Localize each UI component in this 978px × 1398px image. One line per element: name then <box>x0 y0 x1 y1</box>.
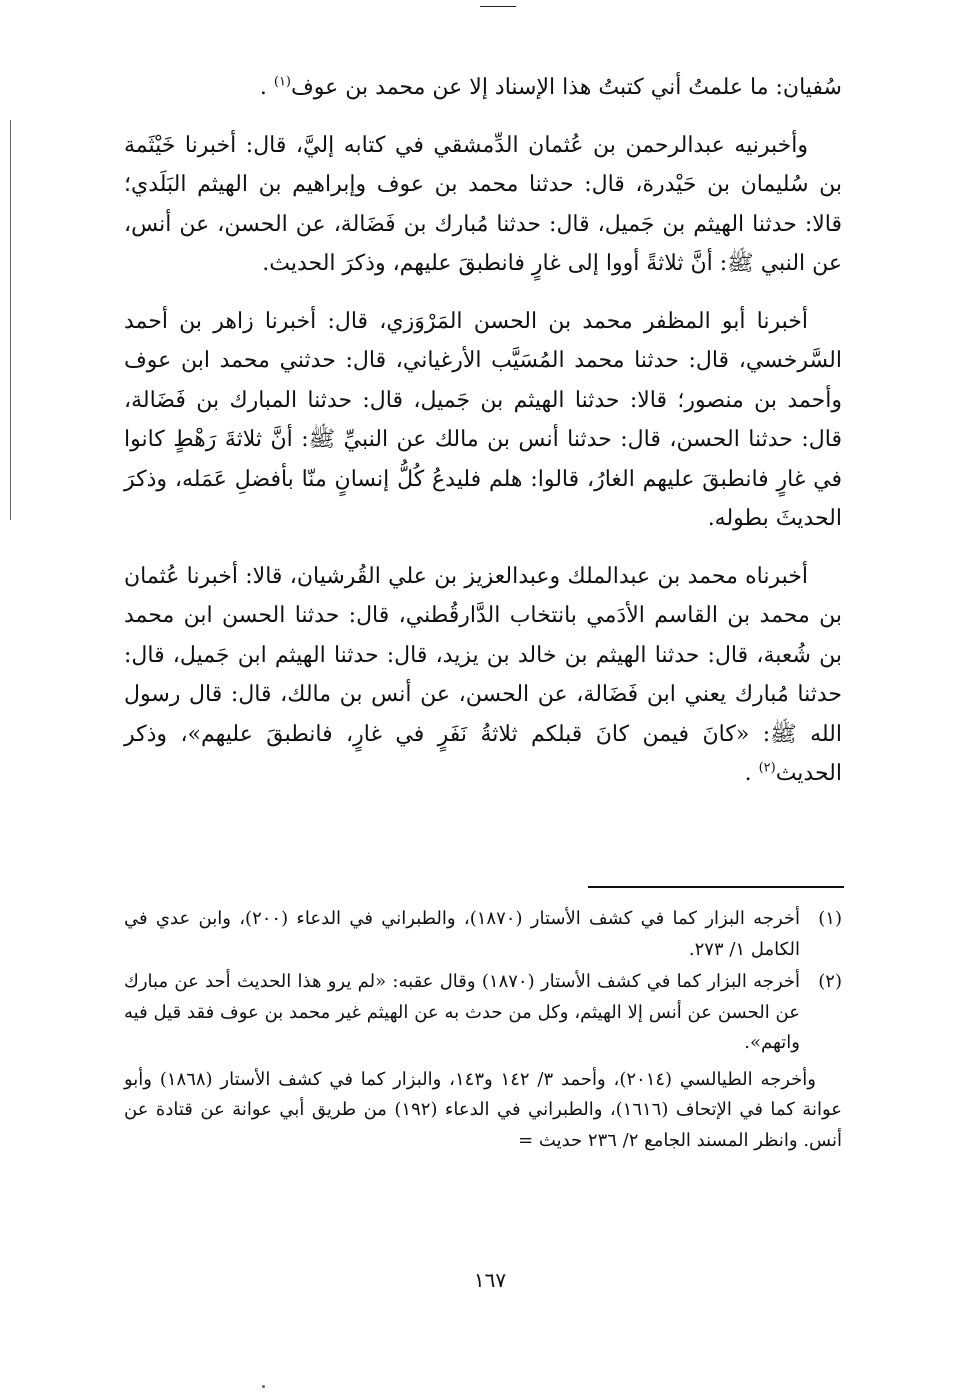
footnote-2 <box>124 967 842 1059</box>
paragraph-1-text: سُفيان: ما علمتُ أني كتبتُ هذا الإسناد إلا عن محمد بن عوف <box>291 75 842 100</box>
footnote-ref-1: (١) <box>273 74 291 90</box>
footnote-1-number: (١) <box>818 908 842 929</box>
footnote-2-number: (٢) <box>818 971 842 992</box>
main-text <box>124 68 842 812</box>
paragraph-3: أخبرنا أبو المظفر محمد بن الحسن المَرْوَزي، قال: أخبرنا زاهر بن أحمد السَّرخسي، قال: حدثنا محمد المُسَيَّب الأرغياني، قال: حدثني محمد ابن عوف وأحمد بن منصور؛ قالا: حدثنا الهيثم بن جَميل، قال: حدثنا المبارك بن فَضَالة، قال: حدثنا الحسن، قال: حدثنا أنس بن مالك عن النبيِّ ﷺ: أنَّ ثلاثةَ رَهْطٍ كانوا في غارٍ فانطبقَ عليهم الغارُ، قالوا: هلم فليدعُ كُلُّ إنسانٍ منّا بأفضلِ عَمَله، وذكرَ الحديثَ بطوله. <box>124 308 842 531</box>
footnote-1 <box>124 904 842 965</box>
footnote-separator <box>588 886 844 888</box>
top-edge-mark <box>480 6 516 7</box>
page-number: ١٦٧ <box>473 1268 507 1292</box>
paragraph-1-end: . <box>259 75 274 100</box>
scan-speck <box>262 1385 265 1388</box>
paragraph-1 <box>124 68 842 108</box>
paragraph-2: وأخبرنيه عبدالرحمن بن عُثمان الدِّمشقي في كتابه إليَّ، قال: أخبرنا خَيْثَمة بن سُليمان بن حَيْدرة، قال: حدثنا محمد بن عوف وإبراهيم بن الهيثم البَلَدي؛ قالا: حدثنا الهيثم بن جَميل، قال: حدثنا مُبارك بن فَضَالة، عن الحسن، عن أنس، عن النبي ﷺ: أنَّ ثلاثةً أووا إلى غارٍ فانطبقَ عليهم، وذكرَ الحديث. <box>124 132 842 276</box>
paragraph-4-text: أخبرناه محمد بن عبدالملك وعبدالعزيز بن علي القُرشيان، قالا: أخبرنا عُثمان بن محمد بن القاسم الأدَمي بانتخاب الدَّارقُطني، قال: حدثنا الحسن ابن محمد بن شُعبة، قال: حدثنا الهيثم بن خالد بن يزيد، قال: حدثنا الهيثم ابن جَميل، قال: حدثنا مُبارك يعني ابن فَضَالة، عن الحسن، عن أنس بن مالك، قال: قال رسول الله ﷺ: «كانَ فيمن كانَ قبلكم ثلاثةُ نَفَرٍ في غارٍ، فانطبقَ عليهم»، وذكر الحديث <box>124 563 842 786</box>
footnote-ref-2: (٢) <box>758 760 776 776</box>
scan-margin-line <box>10 120 11 520</box>
paragraph-4 <box>124 557 842 794</box>
footnote-2-text: أخرجه البزار كما في كشف الأستار (١٨٧٠) وقال عقبه: «لم يرو هذا الحديث أحد عن مبارك عن الحسن عن أنس إلا الهيثم، وكل من حدث به عن الهيثم غير محمد بن عوف فقد قيل فيه واتهم». <box>124 971 801 1053</box>
footnote-2-continuation: وأخرجه الطيالسي (٢٠١٤)، وأحمد ٣/ ١٤٢ و١٤٣، والبزار كما في كشف الأستار (١٨٦٨) وأبو عوانة كما في الإتحاف (١٦١٦)، والطبراني في الدعاء (١٩٢) من طريق أبي عوانة عن قتادة عن أنس. وانظر المسند الجامع ٢/ ٢٣٦ حديث = <box>124 1068 843 1151</box>
footnote-1-text: أخرجه البزار كما في كشف الأستار (١٨٧٠)، والطبراني في الدعاء (٢٠٠)، وابن عدي في الكامل ١/ ٢٧٣. <box>124 908 801 960</box>
footnotes <box>124 904 842 1156</box>
paragraph-4-end: . <box>744 761 759 786</box>
